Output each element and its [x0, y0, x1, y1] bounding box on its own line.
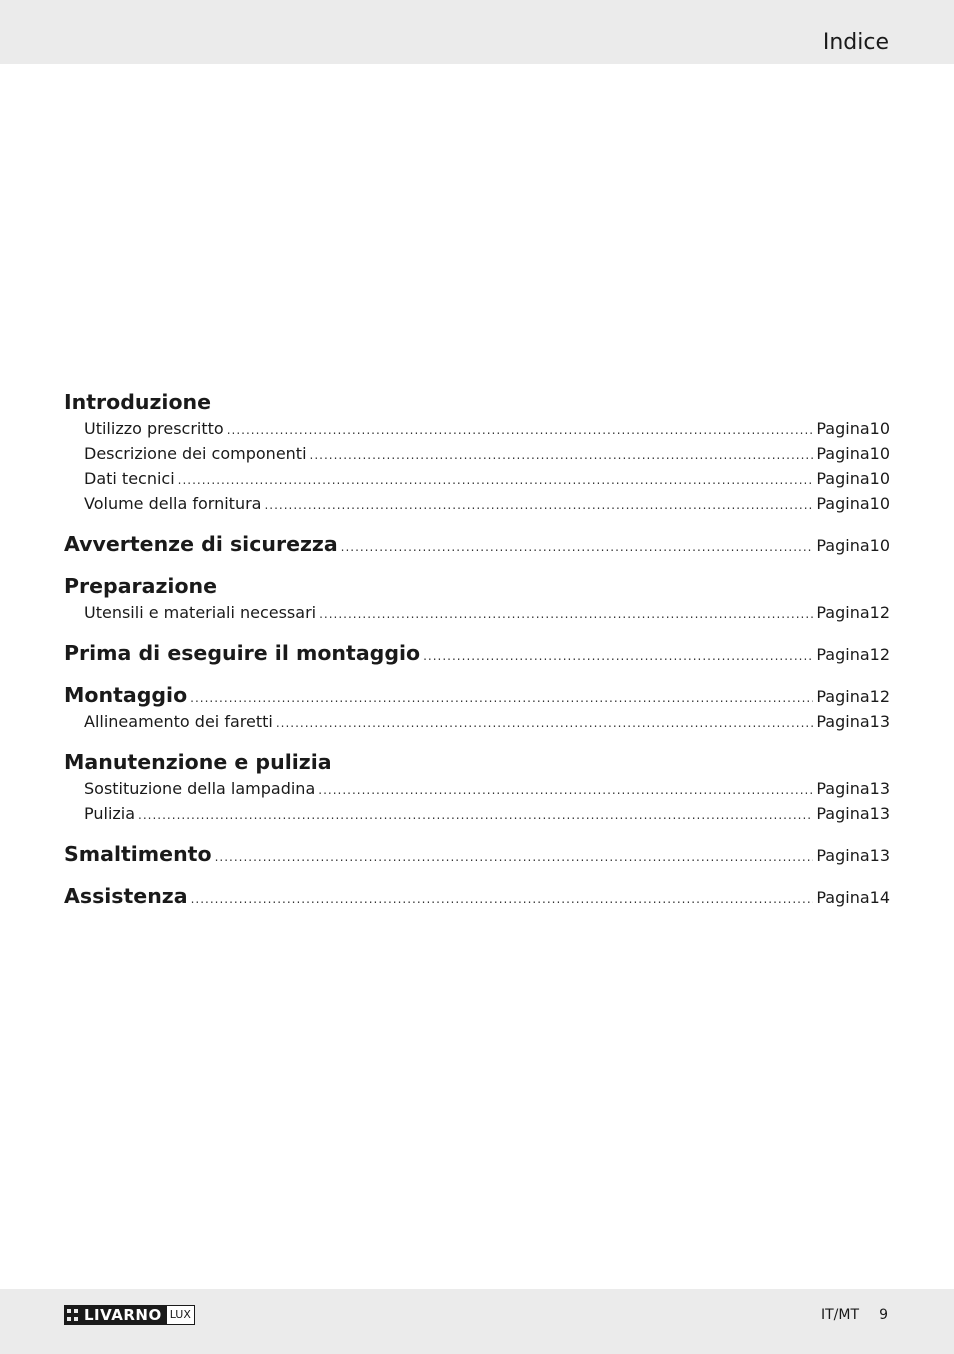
page-number: 14 — [869, 888, 890, 907]
page-title: Indice — [822, 30, 889, 55]
dot-leader — [276, 711, 814, 736]
dot-leader — [264, 493, 813, 518]
page-word: Pagina — [816, 846, 870, 865]
toc-section — [64, 637, 890, 667]
page-number: 13 — [869, 779, 890, 798]
page-word: Pagina — [816, 645, 870, 664]
footer-language: IT/MT — [821, 1307, 860, 1323]
dot-leader — [191, 883, 814, 915]
page-number: 10 — [869, 469, 890, 488]
toc-label: Avvertenze di sicurezza — [64, 532, 338, 556]
toc-label: Utensili e materiali necessari — [84, 603, 317, 622]
toc-section — [64, 880, 890, 910]
toc-section — [64, 679, 890, 734]
logo-mark-icon — [64, 1305, 82, 1325]
page-number: 12 — [869, 603, 890, 622]
toc-heading-row — [64, 637, 890, 667]
header-band — [0, 0, 954, 64]
toc-label: Prima di eseguire il montaggio — [64, 641, 421, 665]
page-number: 10 — [869, 494, 890, 513]
toc-label: Volume della fornitura — [84, 494, 262, 513]
page-word: Pagina — [816, 444, 870, 463]
toc-label: Sostituzione della lampadina — [84, 779, 316, 798]
toc-section — [64, 570, 890, 625]
page-word: Pagina — [816, 888, 870, 907]
page-word: Pagina — [816, 687, 870, 706]
toc-entry-row — [64, 466, 890, 491]
toc-entry-row — [64, 441, 890, 466]
page-word: Pagina — [816, 712, 870, 731]
dot-leader — [423, 640, 813, 672]
dot-leader — [138, 803, 813, 828]
page-number: 10 — [869, 419, 890, 438]
dot-leader — [178, 468, 814, 493]
dot-leader — [227, 418, 814, 443]
toc-section — [64, 838, 890, 868]
toc-entry-row — [64, 776, 890, 801]
page-number: 10 — [869, 536, 890, 555]
toc-label: Pulizia — [84, 804, 136, 823]
table-of-contents — [64, 386, 890, 922]
page-number: 12 — [869, 645, 890, 664]
toc-label: Assistenza — [64, 884, 188, 908]
page-word: Pagina — [816, 536, 870, 555]
toc-heading: Manutenzione e pulizia — [64, 750, 332, 774]
toc-heading-row — [64, 528, 890, 558]
page-number: 10 — [869, 444, 890, 463]
toc-label: Dati tecnici — [84, 469, 175, 488]
logo-wordmark: LIVARNO — [82, 1305, 166, 1325]
toc-entry-row — [64, 709, 890, 734]
page-word: Pagina — [816, 419, 870, 438]
footer-page-number: 9 — [879, 1307, 888, 1323]
dot-leader — [319, 602, 813, 627]
toc-entry-row — [64, 491, 890, 516]
logo-lux: LUX — [166, 1305, 195, 1325]
page-number: 13 — [869, 846, 890, 865]
toc-heading: Preparazione — [64, 574, 218, 598]
toc-label: Allineamento dei faretti — [84, 712, 273, 731]
toc-heading-row — [64, 838, 890, 868]
toc-entry-row — [64, 416, 890, 441]
dot-leader — [215, 841, 814, 873]
page-number: 13 — [869, 804, 890, 823]
dot-leader — [341, 531, 814, 563]
toc-label: Smaltimento — [64, 842, 212, 866]
dot-leader — [190, 682, 813, 714]
page-number: 13 — [869, 712, 890, 731]
toc-entry-row — [64, 600, 890, 625]
toc-section — [64, 746, 890, 826]
toc-section — [64, 386, 890, 516]
page-word: Pagina — [816, 494, 870, 513]
toc-label: Descrizione dei componenti — [84, 444, 307, 463]
page-word: Pagina — [816, 804, 870, 823]
toc-heading-row — [64, 880, 890, 910]
toc-entry-row — [64, 801, 890, 826]
page-word: Pagina — [816, 603, 870, 622]
page-word: Pagina — [816, 779, 870, 798]
page-number: 12 — [869, 687, 890, 706]
page-word: Pagina — [816, 469, 870, 488]
toc-heading-row — [64, 679, 890, 709]
brand-logo — [64, 1305, 195, 1325]
dot-leader — [318, 778, 813, 803]
toc-label: Montaggio — [64, 683, 188, 707]
toc-section — [64, 528, 890, 558]
toc-label: Utilizzo prescritto — [84, 419, 224, 438]
dot-leader — [310, 443, 814, 468]
toc-heading: Introduzione — [64, 390, 212, 414]
